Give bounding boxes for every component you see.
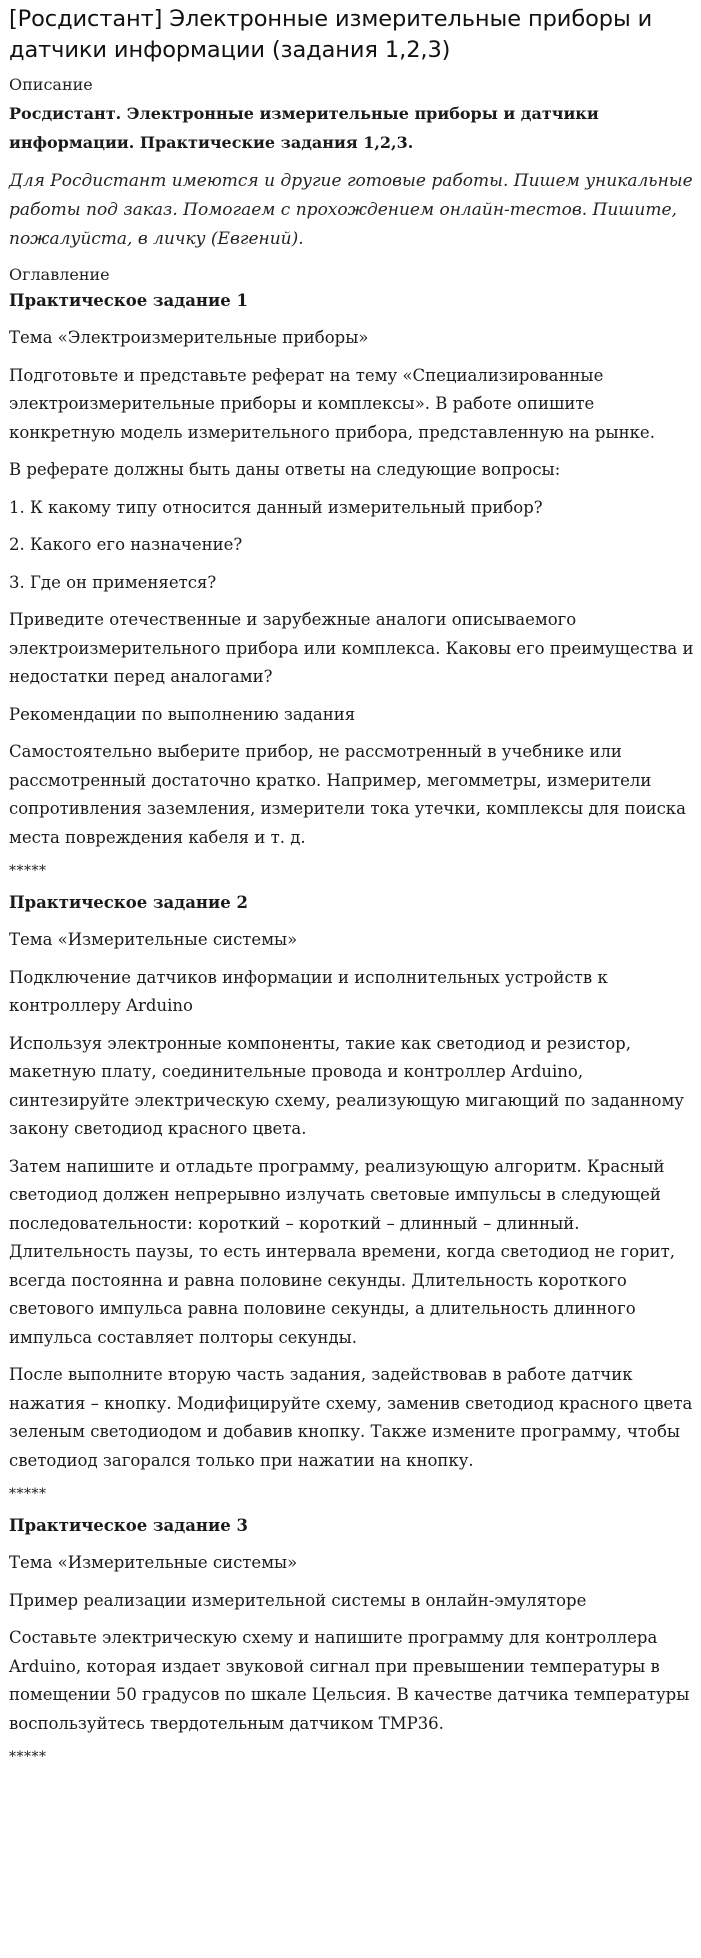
seller-note: Для Росдистант имеются и другие готовые работы. Пишем уникальные работы под заказ. Помогаем с прохождением онлайн-тестов. Пишите, пожалуйста, в личку (Евгений). (9, 171, 693, 249)
task-3-section (9, 1514, 695, 1767)
task-3-paragraph: Составьте электрическую схему и напишите программу для контроллера Arduino, которая издает звуковой сигнал при превышении температуры в помещении 50 градусов по шкале Цельсия. В качестве датчика температуры воспользуйтесь твердотельным датчиком TMP36. (9, 1628, 690, 1733)
lead-text: Росдистант. Электронные измерительные приборы и датчики информации. Практические задания 1,2,3. (9, 104, 599, 152)
section-separator: ***** (9, 1749, 47, 1765)
task-1-question: 3. Где он применяется? (9, 572, 217, 592)
task-1-topic: Тема «Электроизмерительные приборы» (9, 328, 369, 347)
task-1-paragraph: Подготовьте и представьте реферат на тему «Специализированные электроизмерительные приборы и комплексы». В работе опишите конкретную модель измерительного прибора, представленную на рынке. (9, 365, 655, 442)
task-2-section (9, 891, 695, 1504)
section-separator: ***** (9, 863, 47, 879)
description-label: Описание (9, 75, 93, 94)
task-1-paragraph: Приведите отечественные и зарубежные аналоги описываемого электроизмерительного прибора или комплекса. Каковы его преимущества и недостатки перед аналогами? (9, 610, 694, 686)
task-1-paragraph: Самостоятельно выберите прибор, не рассмотренный в учебнике или рассмотренный достаточно кратко. Например, мегомметры, измерители сопротивления заземления, измерители тока утечки, комплексы для поиска места повреждения кабеля и т. д. (9, 742, 686, 847)
task-2-heading: Практическое задание 2 (9, 893, 248, 912)
task-2-paragraph: После выполните вторую часть задания, задействовав в работе датчик нажатия – кнопку. Модифицируйте схему, заменив светодиод красного цвета зеленым светодиодом и добавив кнопку. Также измените программу, чтобы светодиод загорался только при нажатии на кнопку. (9, 1365, 693, 1470)
section-separator: ***** (9, 1486, 47, 1502)
task-1-recommendations-label: Рекомендации по выполнению задания (9, 704, 356, 724)
task-1-question: 1. К какому типу относится данный измерительный прибор? (9, 497, 543, 517)
task-2-paragraph: Подключение датчиков информации и исполнительных устройств к контроллеру Arduino (9, 967, 608, 1015)
task-1-question: 2. Какого его назначение? (9, 535, 243, 554)
task-1-paragraph: В реферате должны быть даны ответы на следующие вопросы: (9, 460, 561, 479)
toc-label: Оглавление (9, 265, 110, 284)
task-3-heading: Практическое задание 3 (9, 1516, 248, 1535)
task-2-paragraph: Затем напишите и отладьте программу, реализующую алгоритм. Красный светодиод должен непрерывно излучать световые импульсы в следующей последовательности: короткий – короткий – длинный – длинный. Длительность паузы, то есть интервала времени, когда светодиод не горит, всегда постоянна и равна половине секунды. Длительность короткого светового импульса равна половине секунды, а длительность длинного импульса составляет полторы секунды. (9, 1156, 675, 1347)
task-2-paragraph: Используя электронные компоненты, такие как светодиод и резистор, макетную плату, соединительные провода и контроллер Arduino, синтезируйте электрическую схему, реализующую мигающий по заданному закону светодиод красного цвета. (9, 1033, 685, 1138)
page-title: [Росдистант] Электронные измерительные приборы и датчики информации (задания 1,2,3) (9, 6, 653, 63)
task-2-topic: Тема «Измерительные системы» (9, 930, 298, 949)
task-3-paragraph: Пример реализации измерительной системы в онлайн-эмуляторе (9, 1590, 587, 1610)
task-3-topic: Тема «Измерительные системы» (9, 1553, 298, 1572)
task-1-heading: Практическое задание 1 (9, 291, 248, 310)
task-1-section (9, 289, 695, 881)
